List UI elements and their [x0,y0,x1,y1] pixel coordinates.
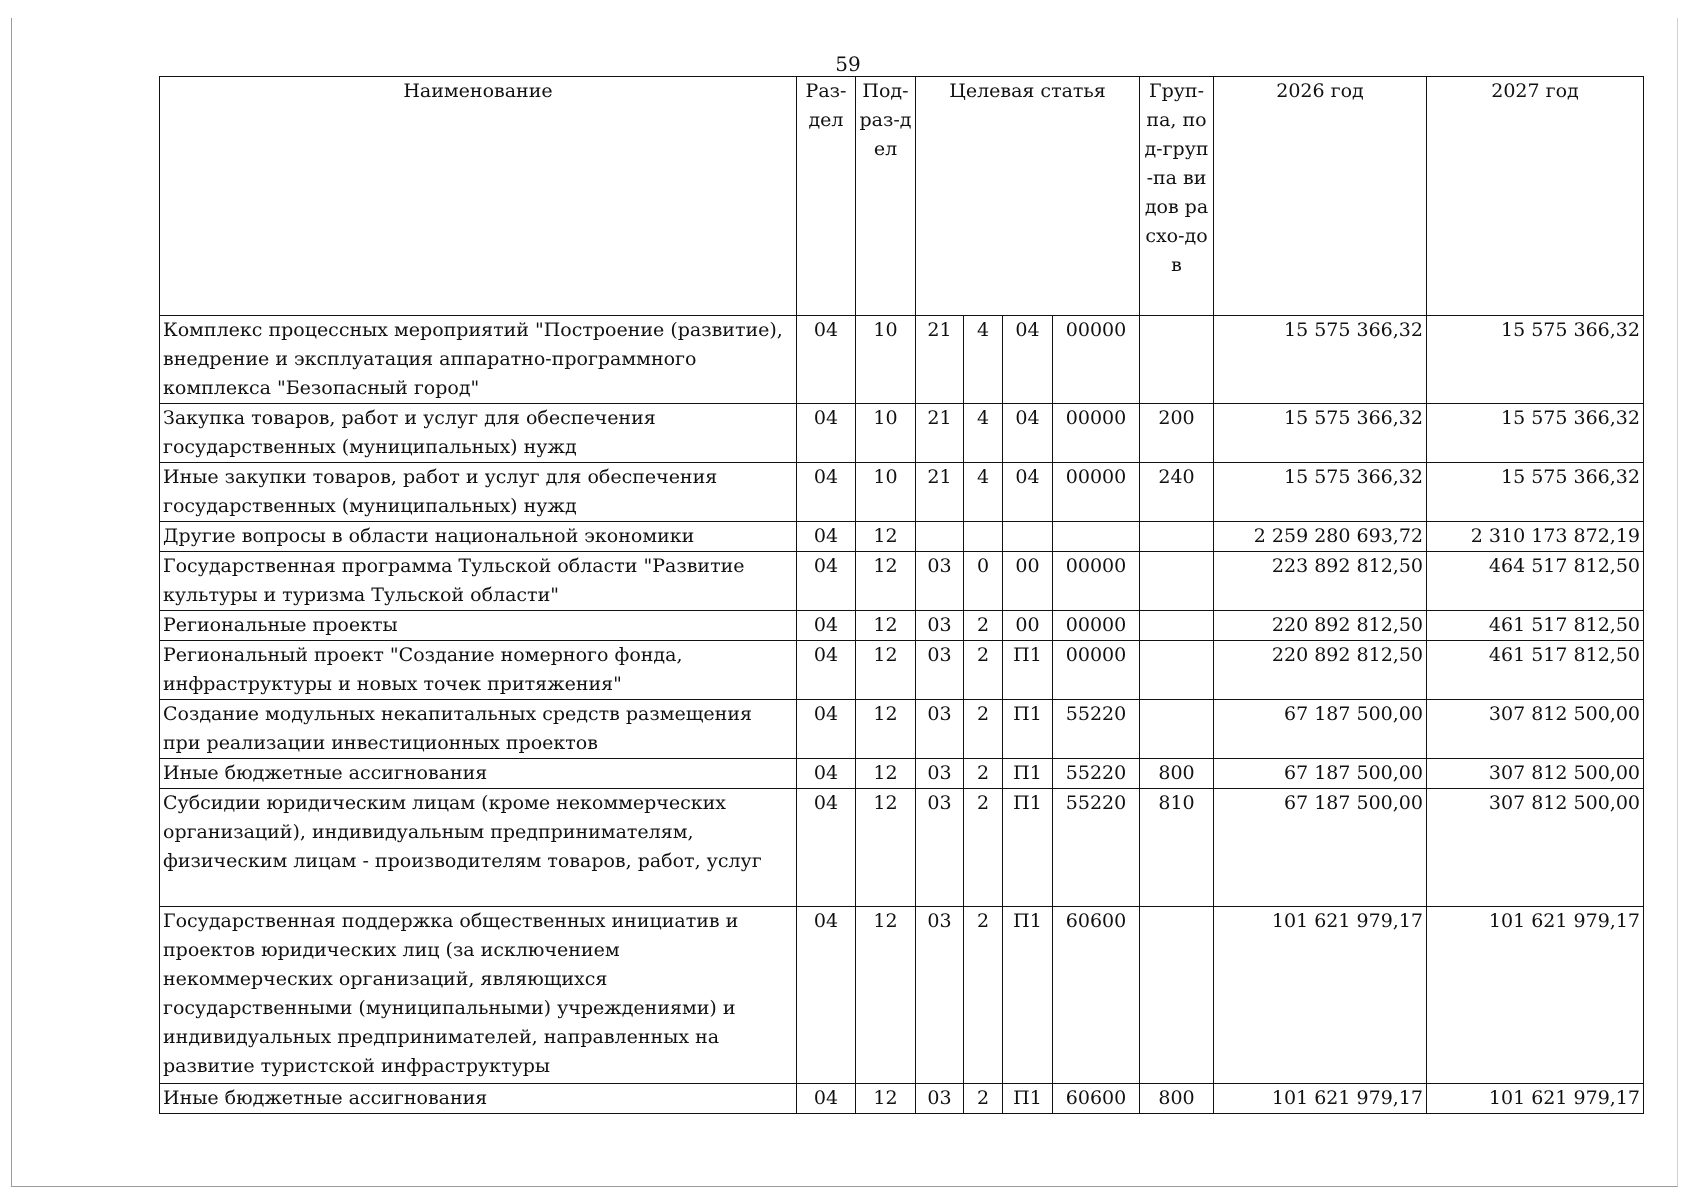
table-row [160,789,1644,907]
row-target-type: 4 [964,316,1003,404]
table-row [160,641,1644,700]
row-amount-2027: 307 812 500,00 [1427,700,1644,759]
table-row [160,522,1644,552]
row-amount-2026: 101 621 979,17 [1214,907,1427,1084]
row-amount-2026: 15 575 366,32 [1214,404,1427,463]
row-target-structure: П1 [1003,641,1053,700]
table-row [160,1084,1644,1114]
page-number: 59 [835,52,861,76]
row-target-program: 03 [916,611,964,641]
table-row [160,463,1644,522]
table-header-row [160,77,1644,316]
row-expense-group: 810 [1140,789,1214,907]
row-podrazdel: 12 [856,641,916,700]
row-target-structure: П1 [1003,759,1053,789]
row-target-type [964,522,1003,552]
header-expense-group: Груп-па, под-груп-па видов расхо-дов [1140,77,1214,316]
row-razdel: 04 [797,907,856,1084]
row-target-structure: 04 [1003,316,1053,404]
row-name: Региональные проекты [160,611,797,641]
row-name: Иные закупки товаров, работ и услуг для обеспечения государственных (муниципальных) нужд [160,463,797,522]
row-target-type: 2 [964,641,1003,700]
header-target-article: Целевая статья [916,77,1140,316]
row-target-type: 4 [964,463,1003,522]
row-razdel: 04 [797,463,856,522]
row-name: Закупка товаров, работ и услуг для обеспечения государственных (муниципальных) нужд [160,404,797,463]
row-target-structure: 04 [1003,404,1053,463]
header-razdel: Раз-дел [797,77,856,316]
row-amount-2026: 220 892 812,50 [1214,611,1427,641]
row-target-program: 21 [916,316,964,404]
row-expense-group: 240 [1140,463,1214,522]
row-podrazdel: 10 [856,316,916,404]
table-row [160,907,1644,1084]
row-target-type: 2 [964,611,1003,641]
row-podrazdel: 10 [856,463,916,522]
row-target-program: 21 [916,463,964,522]
row-amount-2027: 464 517 812,50 [1427,552,1644,611]
header-2026: 2026 год [1214,77,1427,316]
row-razdel: 04 [797,552,856,611]
row-amount-2027: 2 310 173 872,19 [1427,522,1644,552]
row-amount-2027: 15 575 366,32 [1427,316,1644,404]
row-razdel: 04 [797,759,856,789]
row-target-direction: 00000 [1053,611,1140,641]
row-amount-2027: 307 812 500,00 [1427,759,1644,789]
row-amount-2026: 220 892 812,50 [1214,641,1427,700]
row-target-program: 03 [916,552,964,611]
row-amount-2027: 101 621 979,17 [1427,907,1644,1084]
row-target-structure: П1 [1003,789,1053,907]
row-target-program: 03 [916,1084,964,1114]
row-target-program: 03 [916,700,964,759]
row-target-direction: 55220 [1053,700,1140,759]
row-target-type: 2 [964,907,1003,1084]
row-razdel: 04 [797,1084,856,1114]
row-target-type: 2 [964,700,1003,759]
row-name: Комплекс процессных мероприятий "Построение (развитие), внедрение и эксплуатация аппаратно-программного комплекса "Безопасный город" [160,316,797,404]
row-expense-group [1140,316,1214,404]
row-target-type: 0 [964,552,1003,611]
row-razdel: 04 [797,404,856,463]
row-expense-group [1140,641,1214,700]
row-target-structure: 00 [1003,552,1053,611]
row-razdel: 04 [797,789,856,907]
row-expense-group [1140,611,1214,641]
row-target-structure: П1 [1003,907,1053,1084]
row-amount-2026: 67 187 500,00 [1214,759,1427,789]
row-amount-2026: 15 575 366,32 [1214,316,1427,404]
row-podrazdel: 12 [856,789,916,907]
row-target-structure: 00 [1003,611,1053,641]
row-name: Создание модульных некапитальных средств размещения при реализации инвестиционных проектов [160,700,797,759]
row-target-type: 2 [964,1084,1003,1114]
row-target-program: 21 [916,404,964,463]
row-expense-group [1140,700,1214,759]
row-podrazdel: 12 [856,700,916,759]
row-amount-2027: 15 575 366,32 [1427,404,1644,463]
header-podrazdel: Под-раз-дел [856,77,916,316]
row-amount-2026: 2 259 280 693,72 [1214,522,1427,552]
row-razdel: 04 [797,316,856,404]
row-target-direction: 00000 [1053,404,1140,463]
row-target-direction: 55220 [1053,759,1140,789]
row-target-direction: 00000 [1053,316,1140,404]
row-podrazdel: 12 [856,611,916,641]
row-name: Иные бюджетные ассигнования [160,1084,797,1114]
row-target-direction: 00000 [1053,463,1140,522]
table-row [160,316,1644,404]
row-target-direction: 60600 [1053,1084,1140,1114]
budget-table [159,76,1644,1114]
table-row [160,611,1644,641]
row-razdel: 04 [797,641,856,700]
row-expense-group: 800 [1140,759,1214,789]
table-row [160,404,1644,463]
row-razdel: 04 [797,611,856,641]
table-row [160,552,1644,611]
row-amount-2027: 461 517 812,50 [1427,641,1644,700]
row-amount-2027: 307 812 500,00 [1427,789,1644,907]
row-target-program: 03 [916,641,964,700]
row-target-structure: П1 [1003,1084,1053,1114]
row-target-structure [1003,522,1053,552]
row-target-structure: 04 [1003,463,1053,522]
row-amount-2027: 101 621 979,17 [1427,1084,1644,1114]
row-target-program: 03 [916,789,964,907]
row-name: Государственная программа Тульской области "Развитие культуры и туризма Тульской области" [160,552,797,611]
row-podrazdel: 12 [856,1084,916,1114]
row-amount-2027: 15 575 366,32 [1427,463,1644,522]
row-amount-2026: 101 621 979,17 [1214,1084,1427,1114]
row-name: Государственная поддержка общественных инициатив и проектов юридических лиц (за исключением некоммерческих организаций, являющихся государственными (муниципальными) учреждениями) и индивидуальных предпринимателей, направленных на развитие туристской инфраструктуры [160,907,797,1084]
row-expense-group: 200 [1140,404,1214,463]
row-amount-2027: 461 517 812,50 [1427,611,1644,641]
row-podrazdel: 12 [856,552,916,611]
row-name: Субсидии юридическим лицам (кроме некоммерческих организаций), индивидуальным предпринимателям, физическим лицам - производителям товаров, работ, услуг [160,789,797,907]
row-podrazdel: 12 [856,759,916,789]
row-podrazdel: 12 [856,907,916,1084]
row-target-type: 2 [964,789,1003,907]
row-target-direction: 55220 [1053,789,1140,907]
row-name: Иные бюджетные ассигнования [160,759,797,789]
header-name: Наименование [160,77,797,316]
row-expense-group [1140,522,1214,552]
row-target-program: 03 [916,759,964,789]
table-row [160,700,1644,759]
row-podrazdel: 10 [856,404,916,463]
row-expense-group [1140,552,1214,611]
row-target-direction: 00000 [1053,552,1140,611]
row-amount-2026: 15 575 366,32 [1214,463,1427,522]
row-name: Региональный проект "Создание номерного фонда, инфраструктуры и новых точек притяжения" [160,641,797,700]
row-target-program [916,522,964,552]
row-razdel: 04 [797,522,856,552]
row-target-direction: 60600 [1053,907,1140,1084]
row-amount-2026: 223 892 812,50 [1214,552,1427,611]
row-target-direction [1053,522,1140,552]
row-amount-2026: 67 187 500,00 [1214,700,1427,759]
row-amount-2026: 67 187 500,00 [1214,789,1427,907]
row-target-direction: 00000 [1053,641,1140,700]
row-expense-group [1140,907,1214,1084]
row-name: Другие вопросы в области национальной экономики [160,522,797,552]
row-target-type: 2 [964,759,1003,789]
row-target-type: 4 [964,404,1003,463]
row-expense-group: 800 [1140,1084,1214,1114]
table-row [160,759,1644,789]
row-target-program: 03 [916,907,964,1084]
row-podrazdel: 12 [856,522,916,552]
header-2027: 2027 год [1427,77,1644,316]
row-razdel: 04 [797,700,856,759]
row-target-structure: П1 [1003,700,1053,759]
